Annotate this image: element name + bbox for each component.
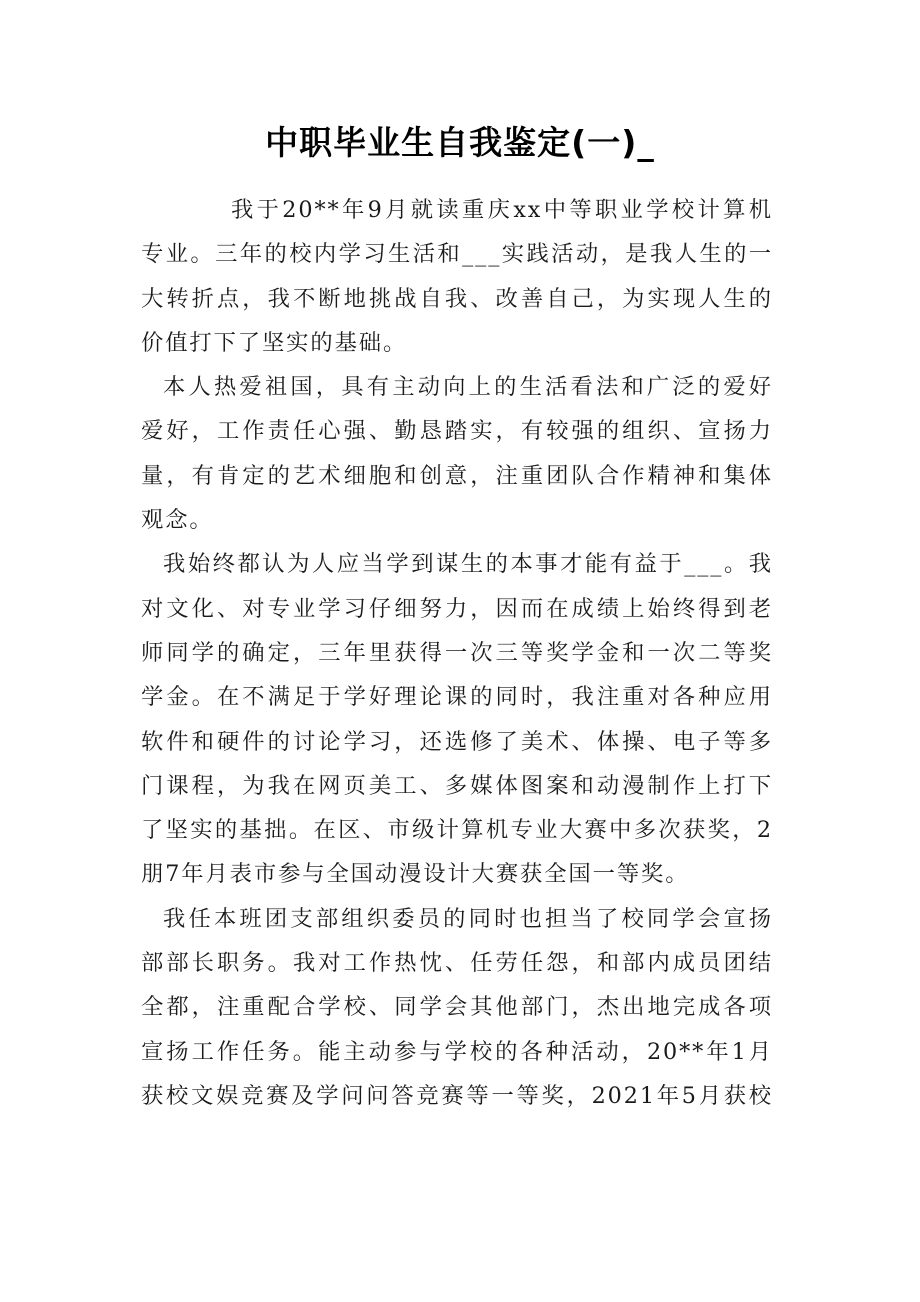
text-line: 我始终都认为人应当学到谋生的本事才能有益于___。我 (163, 551, 773, 578)
document-body (141, 188, 773, 1118)
text-line: 我任本班团支部组织委员的同时也担当了校同学会宣扬 (163, 905, 773, 932)
paragraph-1 (141, 188, 773, 365)
text-line: 量，有肯定的艺术细胞和创意，注重团队合作精神和集体 (141, 462, 773, 489)
text-line: 朋7年月表市参与全国动漫设计大赛获全国一等奖。 (141, 861, 690, 888)
text-line: 观念。 (141, 507, 214, 534)
text-line: 全都，注重配合学校、同学会其他部门，杰出地完成各项 (141, 994, 773, 1021)
text-line: 部部长职务。我对工作热忱、任劳任怨，和部内成员团结 (141, 950, 773, 977)
text-line: 价值打下了坚实的基础。 (141, 329, 408, 356)
text-line: 宣扬工作任务。能主动参与学校的各种活动，20**年1月 (141, 1038, 773, 1065)
paragraph-3 (141, 542, 773, 896)
text-line: 门课程，为我在网页美工、多媒体图案和动漫制作上打下 (141, 772, 773, 799)
text-line: 专业。三年的校内学习生活和___实践活动，是我人生的一 (141, 241, 773, 268)
document-title: 中职毕业生自我鉴定(一)_ (265, 123, 655, 162)
paragraph-4 (141, 897, 773, 1118)
text-line: 师同学的确定，三年里获得一次三等奖学金和一次二等奖 (141, 639, 773, 666)
text-line: 学金。在不满足于学好理论课的同时，我注重对各种应用 (141, 684, 773, 711)
text-line: 获校文娱竞赛及学问问答竞赛等一等奖，2021年5月获校 (141, 1082, 773, 1109)
text-line: 大转折点，我不断地挑战自我、改善自己，为实现人生的 (141, 285, 773, 312)
paragraph-2 (141, 365, 773, 542)
text-line: 本人热爱祖国，具有主动向上的生活看法和广泛的爱好 (163, 374, 773, 401)
text-line: 我于20**年9月就读重庆xx中等职业学校计算机 (231, 197, 773, 223)
text-line: 了坚实的基拙。在区、市级计算机专业大赛中多次获奖，2 (141, 817, 773, 844)
text-line: 爱好，工作责任心强、勤恳踏实，有较强的组织、宣扬力 (141, 418, 773, 445)
text-line: 对文化、对专业学习仔细努力，因而在成绩上始终得到老 (141, 595, 773, 622)
text-line: 软件和硬件的讨论学习，还选修了美术、体操、电子等多 (141, 728, 773, 755)
